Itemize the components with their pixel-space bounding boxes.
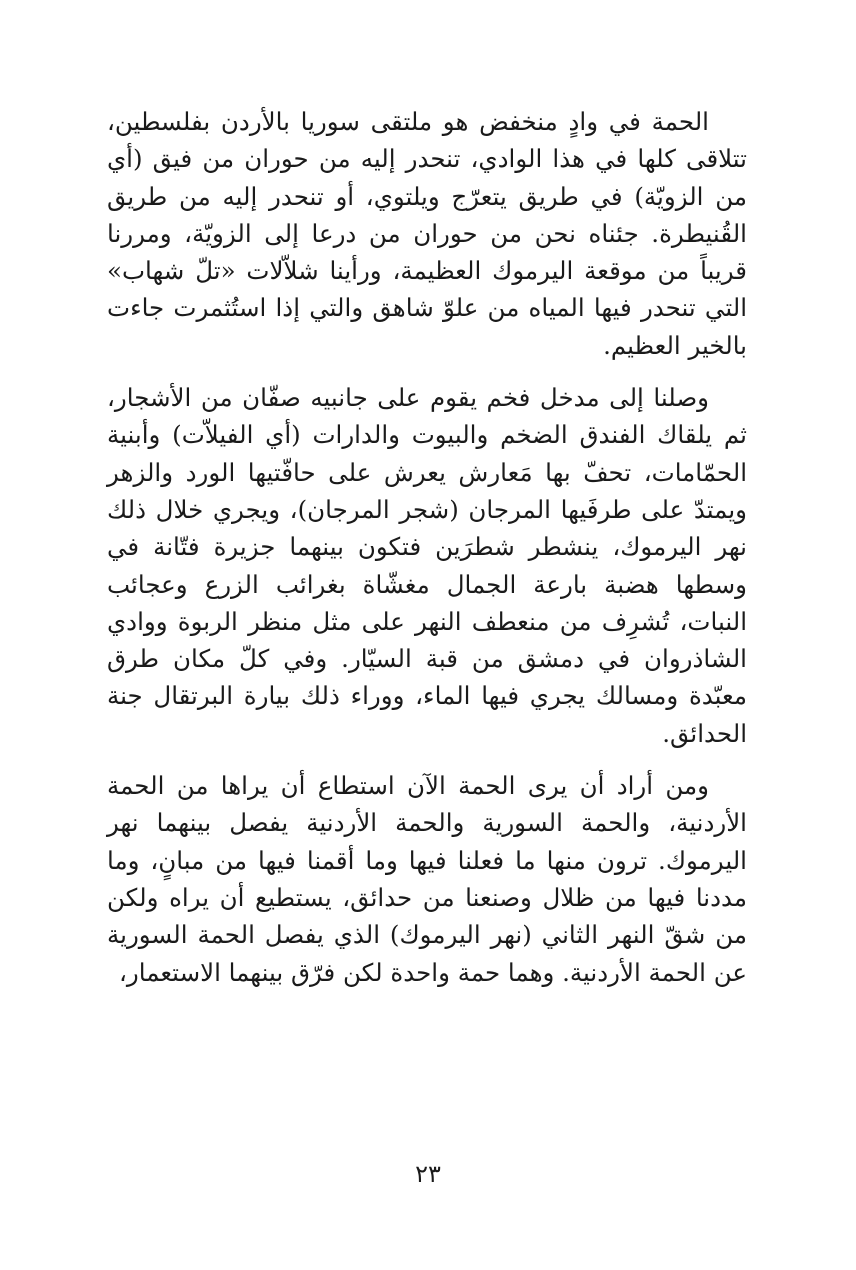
paragraph-2: وصلنا إلى مدخل فخم يقوم على جانبيه صفّان من الأشجار، ثم يلقاك الفندق الضخم والبيوت والدارات (أي الفيلاّت) وأبنية الحمّامات، تحفّ بها مَعارش يعرش على حافّتيها الورد والزهر ويمتدّ على طرفَيها المرجان (شجر المرجان)، ويجري خلال ذلك نهر اليرموك، ينشطر شطرَين فتكون بينهما جزيرة فتّانة في وسطها هضبة بارعة الجمال مغشّاة بغرائب الزرع وعجائب النبات، تُشرِف من منعطف النهر على مثل منظر الربوة ووادي الشاذروان في دمشق من قبة السيّار. وفي كلّ مكان طرق معبّدة ومسالك يجري فيها الماء، ووراء ذلك بيارة البرتقال جنة الحدائق.	[107, 383, 747, 748]
paragraph-3: ومن أراد أن يرى الحمة الآن استطاع أن يراها من الحمة الأردنية، والحمة السورية والحمة الأردنية يفصل بينهما نهر اليرموك. ترون منها ما فعلنا فيها وما أقمنا فيها من مبانٍ، وما مددنا فيها من ظلال وصنعنا من حدائق، يستطيع أن يراه ولكن من شقّ النهر الثاني (نهر اليرموك) الذي يفصل الحمة السورية عن الحمة الأردنية. وهما حمة واحدة لكن فرّق بينهما الاستعمار،	[107, 771, 747, 987]
paragraph-1: الحمة في وادٍ منخفض هو ملتقى سوريا بالأردن بفلسطين، تتلاقى كلها في هذا الوادي، تنحدر إليه من حوران من فيق (أي من الزويّة) في طريق يتعرّج ويلتوي، أو تنحدر إليه من طريق القُنيطرة. جئناه نحن من حوران من درعا إلى الزويّة، ومررنا قريباً من موقعة اليرموك العظيمة، ورأينا شلاّلات «تلّ شهاب» التي تنحدر فيها المياه من علوّ شاهق والتي إذا استُثمرت جاءت بالخير العظيم.	[107, 107, 747, 360]
page-number: ٢٣	[415, 1160, 441, 1188]
body-text	[107, 103, 747, 1006]
